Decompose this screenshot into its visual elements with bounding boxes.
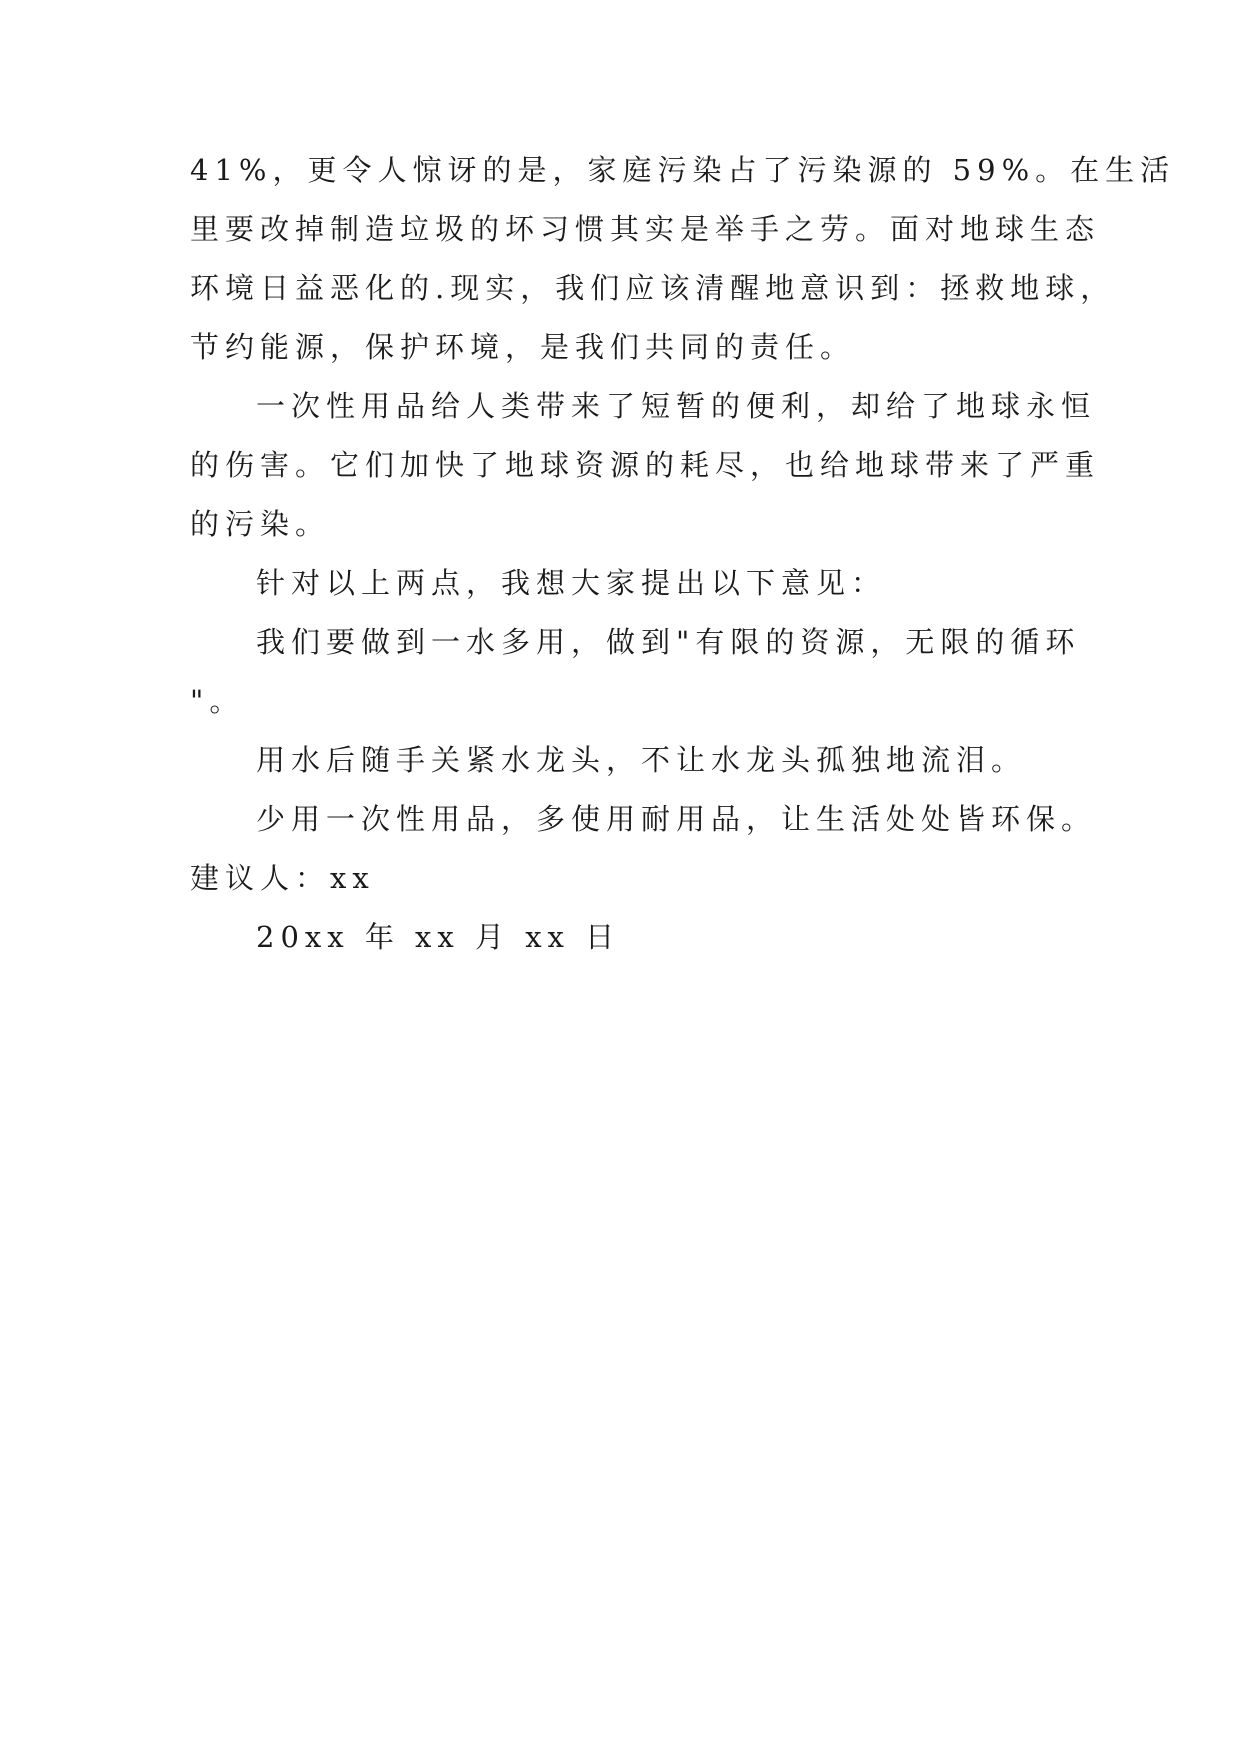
- paragraph-line: 的污染。: [190, 507, 331, 541]
- paragraph-line: 少用一次性用品，多使用耐用品，让生活处处皆环保。: [256, 802, 1097, 836]
- paragraph-line: "。: [190, 684, 245, 718]
- signature-line: 建议人：xx: [190, 861, 375, 895]
- paragraph-line: 里要改掉制造垃圾的坏习惯其实是举手之劳。面对地球生态: [190, 212, 1101, 246]
- paragraph-line: 的伤害。它们加快了地球资源的耗尽，也给地球带来了严重: [190, 448, 1101, 482]
- paragraph-line: 针对以上两点，我想大家提出以下意见：: [256, 566, 887, 600]
- paragraph-line: 41%，更令人惊讶的是，家庭污染占了污染源的 59%。在生活: [190, 153, 1176, 187]
- paragraph-line: 一次性用品给人类带来了短暂的便利，却给了地球永恒: [256, 389, 1097, 423]
- paragraph-line: 用水后随手关紧水龙头，不让水龙头孤独地流泪。: [256, 743, 1027, 777]
- paragraph-line: 环境日益恶化的.现实，我们应该清醒地意识到：拯救地球，: [190, 271, 1116, 305]
- paragraph-line: 我们要做到一水多用，做到"有限的资源，无限的循环: [256, 625, 1081, 659]
- paragraph-line: 节约能源，保护环境，是我们共同的责任。: [190, 330, 856, 364]
- date-line: 20xx 年 xx 月 xx 日: [256, 920, 621, 954]
